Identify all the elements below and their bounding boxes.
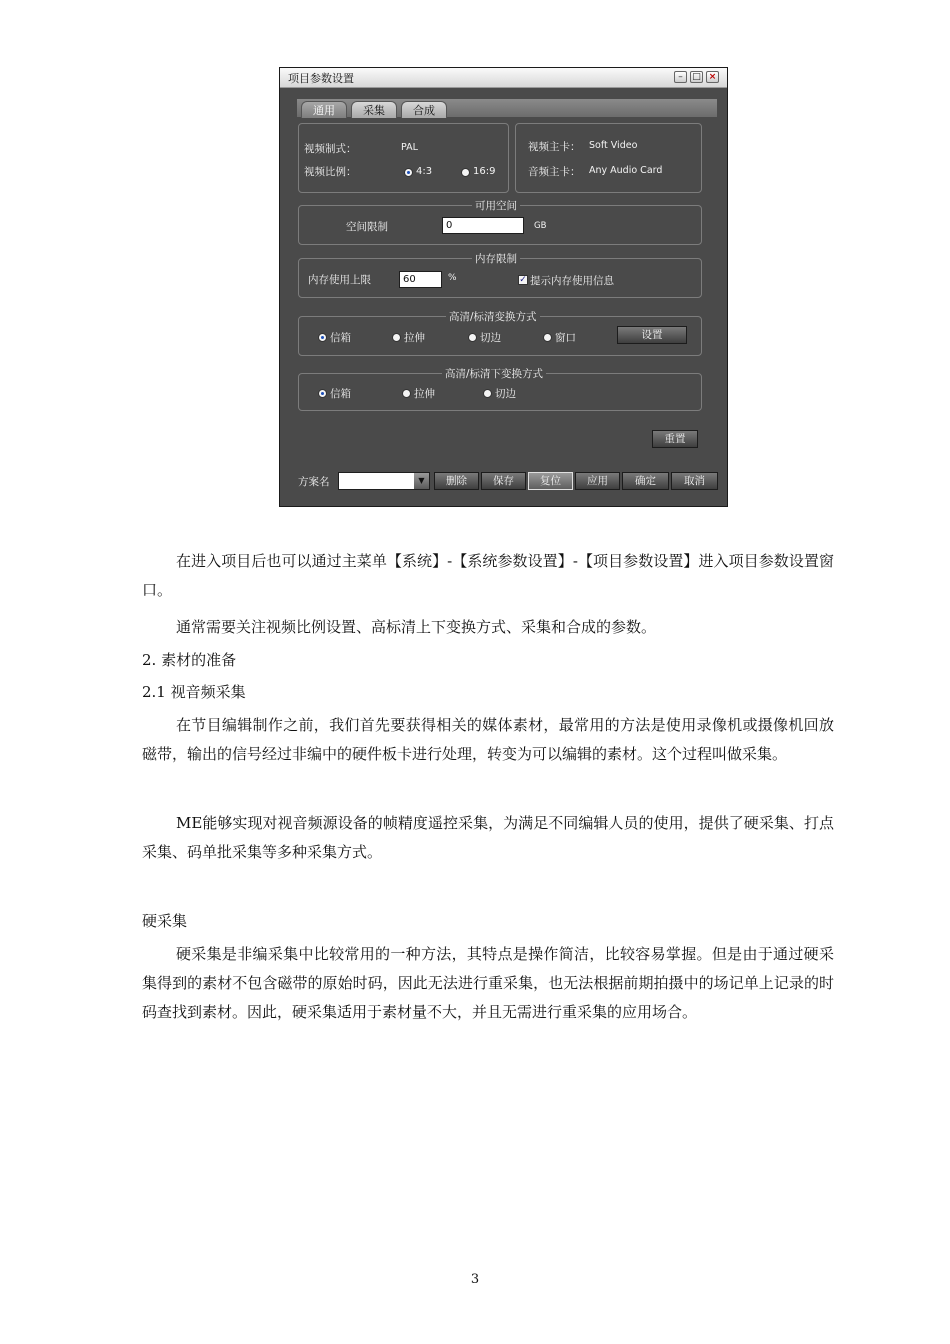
aspect-4-3-label: 4:3 <box>416 166 433 177</box>
space-limit-input[interactable]: 0 <box>442 217 524 234</box>
down-crop-label: 切边 <box>495 388 516 400</box>
heading-hard-capture: 硬采集 <box>142 912 188 930</box>
memory-info-checkbox[interactable]: ✓ <box>519 275 527 285</box>
up-stretch-label: 拉伸 <box>404 332 425 344</box>
up-crop-radio[interactable] <box>468 333 477 342</box>
tab-composite[interactable]: 合成 <box>401 101 447 118</box>
space-limit-label: 空间限制 <box>346 221 388 233</box>
paragraph-focus: 通常需要关注视频比例设置、高标清上下变换方式、采集和合成的参数。 <box>176 618 657 636</box>
down-letterbox-label: 信箱 <box>330 388 351 400</box>
page-number: 3 <box>470 1272 480 1287</box>
down-stretch-radio[interactable] <box>402 389 411 398</box>
audio-card-value: Any Audio Card <box>589 165 663 176</box>
memory-max-input[interactable]: 60 <box>399 271 442 288</box>
cancel-button[interactable]: 取消 <box>671 472 718 490</box>
up-stretch-radio[interactable] <box>392 333 401 342</box>
up-convert-title: 高清/标清变换方式 <box>446 309 540 324</box>
memory-info-label: 提示内存使用信息 <box>530 275 614 287</box>
heading-material-prep: 2. 素材的准备 <box>142 651 237 669</box>
settings-button[interactable]: 设置 <box>617 326 687 344</box>
up-crop-label: 切边 <box>480 332 501 344</box>
video-group <box>298 123 509 193</box>
memory-group-title: 内存限制 <box>472 251 520 266</box>
down-stretch-label: 拉伸 <box>414 388 435 400</box>
down-crop-radio[interactable] <box>483 389 492 398</box>
chevron-down-icon[interactable]: ▼ <box>414 473 429 489</box>
memory-max-label: 内存使用上限 <box>308 274 371 286</box>
save-button[interactable]: 保存 <box>481 472 526 490</box>
paragraph-hard-capture: 硬采集是非编采集中比较常用的一种方法，其特点是操作简洁，比较容易掌握。但是由于通过硬采集得到的素材不包含磁带的原始时码，因此无法进行重采集，也无法根据前期拍摄中的场记单上记录的时码查找到素材。因此，硬采集适用于素材量不大，并且无需进行重采集的应用场合。 <box>142 945 834 1021</box>
up-letterbox-label: 信箱 <box>330 332 351 344</box>
down-letterbox-radio[interactable] <box>318 389 327 398</box>
paragraph-entry: 在进入项目后也可以通过主菜单【系统】-【系统参数设置】-【项目参数设置】进入项目参数设置窗口。 <box>142 552 834 599</box>
scheme-label: 方案名 <box>298 476 330 488</box>
aspect-16-9-label: 16:9 <box>473 166 496 177</box>
dialog-title: 项目参数设置 <box>288 72 354 85</box>
video-card-label: 视频主卡： <box>528 141 581 153</box>
memory-unit: % <box>448 273 457 283</box>
project-settings-dialog <box>279 67 728 507</box>
aspect-16-9-radio[interactable] <box>461 168 470 177</box>
up-letterbox-radio[interactable] <box>318 333 327 342</box>
delete-button[interactable]: 删除 <box>434 472 479 490</box>
card-group <box>515 123 702 193</box>
heading-av-capture: 2.1 视音频采集 <box>142 683 246 701</box>
video-format-value: PAL <box>401 142 418 153</box>
close-icon[interactable]: × <box>706 71 719 83</box>
space-unit: GB <box>534 221 547 231</box>
space-group-title: 可用空间 <box>472 198 520 213</box>
down-convert-title: 高清/标清下变换方式 <box>442 366 546 381</box>
apply-button[interactable]: 应用 <box>575 472 620 490</box>
restore-button[interactable]: 复位 <box>528 472 573 490</box>
aspect-4-3-radio[interactable] <box>404 168 413 177</box>
dialog-titlebar[interactable] <box>280 68 727 88</box>
audio-card-label: 音频主卡： <box>528 166 581 178</box>
tab-general[interactable]: 通用 <box>301 101 347 118</box>
paragraph-me-capture: ME能够实现对视音频源设备的帧精度遥控采集，为满足不同编辑人员的使用，提供了硬采集、打点采集、码单批采集等多种采集方式。 <box>142 814 834 861</box>
tab-capture[interactable]: 采集 <box>351 101 397 118</box>
reset-button[interactable]: 重置 <box>652 430 698 448</box>
ok-button[interactable]: 确定 <box>622 472 669 490</box>
scheme-combo[interactable] <box>338 472 430 490</box>
video-format-label: 视频制式： <box>304 143 357 155</box>
up-window-radio[interactable] <box>543 333 552 342</box>
up-window-label: 窗口 <box>555 332 576 344</box>
minimize-icon[interactable]: – <box>674 71 687 83</box>
maximize-icon[interactable]: □ <box>690 71 703 83</box>
video-card-value: Soft Video <box>589 140 638 151</box>
aspect-label: 视频比例： <box>304 166 357 178</box>
paragraph-capture-intro: 在节目编辑制作之前，我们首先要获得相关的媒体素材，最常用的方法是使用录像机或摄像机回放磁带，输出的信号经过非编中的硬件板卡进行处理，转变为可以编辑的素材。这个过程叫做采集。 <box>142 716 834 763</box>
